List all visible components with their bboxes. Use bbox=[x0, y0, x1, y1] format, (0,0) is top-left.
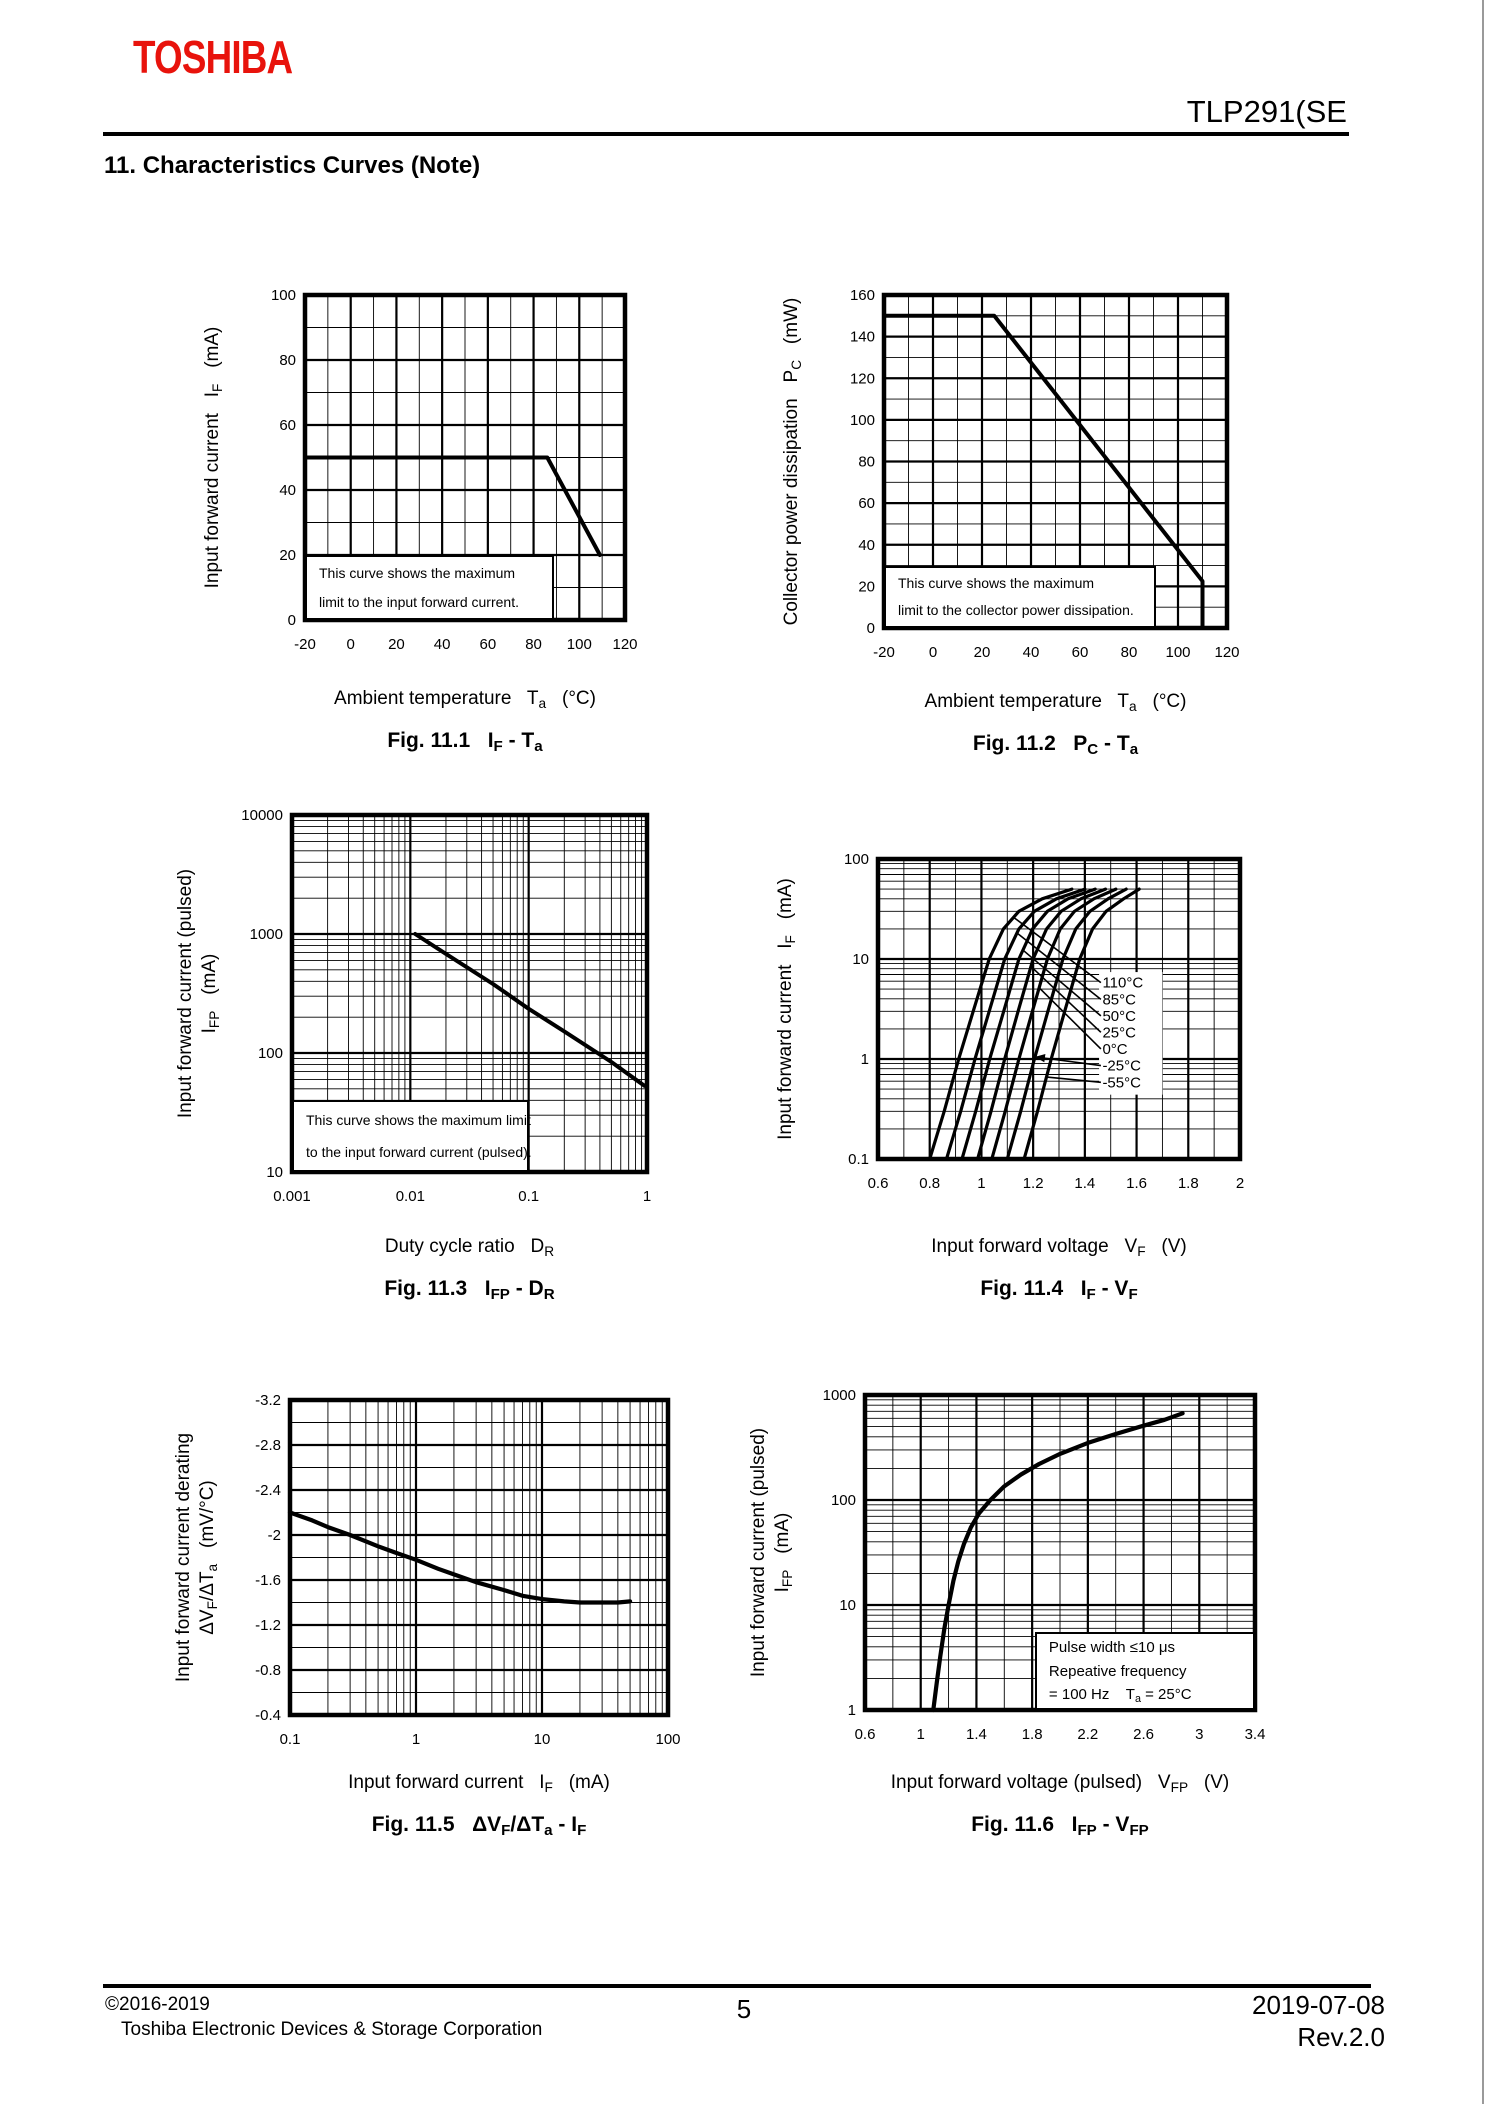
svg-text:120: 120 bbox=[849, 370, 875, 388]
svg-text:2.2: 2.2 bbox=[1077, 1726, 1099, 1743]
svg-text:120: 120 bbox=[612, 636, 638, 653]
svg-text:0.001: 0.001 bbox=[273, 1188, 311, 1205]
x-axis-title: Duty cycle ratio $D_R$ bbox=[384, 1236, 555, 1259]
svg-text:80: 80 bbox=[525, 636, 542, 653]
svg-text:-3.2: -3.2 bbox=[255, 1392, 281, 1409]
svg-text:1000: 1000 bbox=[249, 926, 283, 943]
svg-text:0: 0 bbox=[346, 636, 355, 653]
svg-text:85°C: 85°C bbox=[1102, 991, 1136, 1009]
footer-rule bbox=[103, 1984, 1371, 1988]
svg-text:0.01: 0.01 bbox=[395, 1188, 425, 1205]
y-axis-title: Input forward current $I_F$ (mA) bbox=[775, 878, 798, 1140]
svg-text:100: 100 bbox=[566, 636, 592, 653]
svg-text:1.4: 1.4 bbox=[1074, 1175, 1096, 1192]
annotation-line: = 100 Hz $T_a = 25^\circ C$ bbox=[1048, 1685, 1192, 1705]
svg-text:-2: -2 bbox=[267, 1527, 281, 1544]
footer-company: Toshiba Electronic Devices & Storage Corporation bbox=[121, 2019, 543, 2040]
svg-text:0: 0 bbox=[866, 620, 875, 637]
figure-caption: Fig. 11.4 $I_F - V_F$ bbox=[980, 1277, 1138, 1304]
annotation-line: This curve shows the maximum bbox=[319, 565, 516, 582]
svg-text:2: 2 bbox=[1235, 1175, 1245, 1192]
svg-text:1000: 1000 bbox=[822, 1387, 856, 1404]
y-axis-title: Input forward current derating $\Delta V_F/\Delta T_a$ (mV/°C) bbox=[173, 1432, 220, 1683]
x-axis-title: Input forward voltage (pulsed) $V_{FP}$ (V) bbox=[890, 1772, 1230, 1795]
svg-text:1.8: 1.8 bbox=[1177, 1175, 1199, 1192]
svg-text:40: 40 bbox=[433, 636, 451, 653]
svg-text:-2.4: -2.4 bbox=[255, 1482, 281, 1499]
svg-text:50°C: 50°C bbox=[1102, 1007, 1136, 1025]
footer-date: 2019-07-08 bbox=[1252, 1990, 1385, 2020]
page-number: 5 bbox=[736, 1994, 752, 2024]
figure-11-1 bbox=[155, 265, 687, 769]
figure-caption: Fig. 11.5 $\Delta V_F/\Delta T_a - I_F$ bbox=[371, 1813, 587, 1840]
figure-caption: Fig. 11.3 $I_{FP} - D_R$ bbox=[384, 1277, 555, 1304]
svg-text:0: 0 bbox=[928, 644, 938, 661]
svg-text:160: 160 bbox=[849, 287, 875, 304]
svg-text:40: 40 bbox=[1022, 644, 1040, 661]
svg-text:-25°C: -25°C bbox=[1102, 1057, 1141, 1075]
header-rule bbox=[103, 132, 1349, 136]
svg-text:20: 20 bbox=[388, 636, 405, 653]
annotation-line: limit to the input forward current. bbox=[319, 593, 519, 610]
svg-text:0.1: 0.1 bbox=[279, 1731, 301, 1748]
svg-text:3: 3 bbox=[1195, 1726, 1204, 1743]
svg-text:100: 100 bbox=[849, 411, 875, 429]
svg-text:1: 1 bbox=[860, 1051, 869, 1068]
figure-11-3 bbox=[142, 785, 709, 1317]
svg-text:1.8: 1.8 bbox=[1021, 1726, 1043, 1743]
svg-text:20: 20 bbox=[279, 547, 296, 564]
svg-text:0.8: 0.8 bbox=[919, 1175, 941, 1192]
svg-text:110°C: 110°C bbox=[1102, 974, 1144, 992]
svg-text:20: 20 bbox=[858, 578, 875, 596]
svg-text:120: 120 bbox=[1214, 644, 1240, 661]
x-axis-title: Ambient temperature $T_a$ (°C) bbox=[334, 688, 596, 711]
figure-11-5 bbox=[140, 1370, 730, 1853]
svg-text:40: 40 bbox=[279, 482, 296, 499]
x-axis-title: Input forward voltage $V_F$ (V) bbox=[931, 1236, 1187, 1259]
svg-text:20: 20 bbox=[973, 644, 991, 661]
svg-text:60: 60 bbox=[858, 495, 875, 513]
svg-text:60: 60 bbox=[279, 417, 296, 434]
svg-text:100: 100 bbox=[655, 1731, 681, 1748]
figure-11-2 bbox=[734, 265, 1289, 772]
svg-text:1: 1 bbox=[642, 1188, 652, 1205]
svg-text:100: 100 bbox=[257, 1045, 283, 1062]
svg-text:10: 10 bbox=[839, 1597, 856, 1614]
svg-text:100: 100 bbox=[830, 1492, 856, 1509]
svg-text:100: 100 bbox=[843, 851, 869, 868]
x-axis-title: Ambient temperature $T_a$ (°C) bbox=[924, 691, 1187, 714]
svg-text:60: 60 bbox=[1071, 644, 1089, 661]
figure-caption: Fig. 11.1 $I_F - T_a$ bbox=[387, 729, 543, 756]
svg-text:40: 40 bbox=[858, 536, 875, 554]
svg-text:80: 80 bbox=[858, 453, 875, 471]
svg-text:100: 100 bbox=[1165, 644, 1191, 661]
y-axis-title: Input forward current $I_F$ (mA) bbox=[202, 326, 225, 589]
svg-text:80: 80 bbox=[1120, 644, 1138, 661]
svg-text:0: 0 bbox=[287, 612, 296, 629]
svg-text:10: 10 bbox=[533, 1731, 551, 1748]
footer-copyright: ©2016-2019 bbox=[105, 1994, 210, 2015]
footer-revision: Rev.2.0 bbox=[1297, 2022, 1385, 2052]
figure-caption: Fig. 11.6 $I_{FP} - V_{FP}$ bbox=[971, 1813, 1149, 1840]
svg-text:-20: -20 bbox=[294, 636, 316, 653]
y-axis-title: Collector power dissipation $P_C$ (mW) bbox=[781, 297, 804, 626]
svg-text:10000: 10000 bbox=[241, 807, 283, 824]
svg-text:0.1: 0.1 bbox=[848, 1151, 869, 1168]
figure-11-6 bbox=[715, 1365, 1317, 1853]
svg-text:80: 80 bbox=[279, 352, 296, 369]
annotation-line: This curve shows the maximum limit bbox=[306, 1112, 531, 1129]
svg-text:1.6: 1.6 bbox=[1126, 1175, 1148, 1192]
annotation-box bbox=[305, 555, 554, 620]
svg-text:-0.4: -0.4 bbox=[255, 1707, 281, 1724]
part-number: TLP291(SE bbox=[1186, 94, 1347, 129]
annotation-line: This curve shows the maximum bbox=[898, 575, 1095, 592]
svg-text:1.2: 1.2 bbox=[1022, 1175, 1044, 1192]
svg-text:100: 100 bbox=[270, 287, 296, 304]
svg-text:1: 1 bbox=[977, 1175, 986, 1192]
section-title: 11. Characteristics Curves (Note) bbox=[104, 152, 481, 179]
svg-text:0.6: 0.6 bbox=[867, 1175, 889, 1192]
svg-text:-1.2: -1.2 bbox=[255, 1617, 281, 1634]
svg-text:1.4: 1.4 bbox=[965, 1726, 987, 1743]
svg-text:10: 10 bbox=[266, 1164, 283, 1181]
svg-text:0°C: 0°C bbox=[1102, 1040, 1128, 1058]
annotation-line: limit to the collector power dissipation. bbox=[898, 602, 1134, 619]
chart-dvf-dta-if bbox=[220, 1386, 690, 1761]
svg-text:1: 1 bbox=[916, 1726, 925, 1743]
svg-text:0.6: 0.6 bbox=[854, 1726, 876, 1743]
svg-text:10: 10 bbox=[852, 951, 869, 968]
scan-edge-line bbox=[1482, 0, 1484, 2104]
annotation-box bbox=[884, 566, 1156, 628]
x-axis-title: Input forward current $I_F$ (mA) bbox=[348, 1772, 610, 1795]
annotation-box bbox=[292, 1100, 532, 1172]
svg-text:60: 60 bbox=[479, 636, 497, 653]
toshiba-logo: TOSHIBA bbox=[133, 31, 293, 83]
svg-text:140: 140 bbox=[849, 328, 875, 346]
svg-text:-55°C: -55°C bbox=[1102, 1074, 1141, 1092]
annotation-line: Pulse width ≤10 μs bbox=[1048, 1639, 1176, 1657]
annotation-line: to the input forward current (pulsed). bbox=[306, 1144, 532, 1161]
svg-text:0.1: 0.1 bbox=[518, 1188, 540, 1205]
y-axis-title: Input forward current (pulsed) $I_{FP}$ (mA) bbox=[748, 1427, 795, 1678]
figure-caption: Fig. 11.2 $P_C - T_a$ bbox=[972, 732, 1139, 759]
svg-text:-1.6: -1.6 bbox=[255, 1572, 281, 1589]
svg-text:25°C: 25°C bbox=[1102, 1024, 1136, 1042]
annotation-line: Repeative frequency bbox=[1048, 1662, 1187, 1680]
annotation-box bbox=[1035, 1632, 1255, 1710]
svg-text:2.6: 2.6 bbox=[1133, 1726, 1155, 1743]
figure-11-4 bbox=[728, 829, 1302, 1317]
svg-text:3.4: 3.4 bbox=[1244, 1726, 1266, 1743]
svg-text:-2.8: -2.8 bbox=[255, 1437, 281, 1454]
svg-text:-0.8: -0.8 bbox=[255, 1662, 281, 1679]
svg-text:1: 1 bbox=[847, 1702, 856, 1719]
chart-if-vf bbox=[808, 845, 1262, 1205]
svg-text:1: 1 bbox=[411, 1731, 421, 1748]
svg-text:-20: -20 bbox=[873, 644, 895, 661]
y-axis-title: Input forward current (pulsed) $I_{FP}$ (mA) bbox=[175, 868, 222, 1119]
